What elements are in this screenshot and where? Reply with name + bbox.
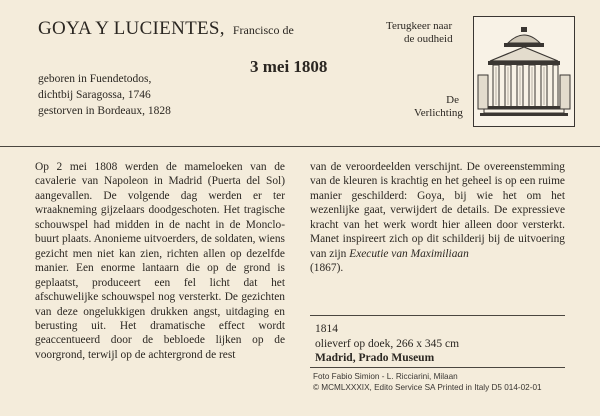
painting-title: 3 mei 1808	[250, 57, 328, 76]
header-divider	[0, 146, 600, 147]
painting-caption	[315, 322, 459, 366]
artist-name	[38, 18, 294, 40]
description-paragraph-1: Op 2 mei 1808 werden de mameloeken van de cavalerie van Napoleon in Madrid (Puerta del Sol) aangevallen. De volgende dag werden er ter wraakneming gijzelaars doodgeschoten. Het tragische schouwspel had midden in de nacht in de Monclo-buurt plaats. Anonieme uitvoerders, de soldaten, wiens gezicht men niet kan zien, richten allen op dezelfde manier. Een enorme lantaarn die op de grond is geplaatst, produceert een fel licht dat het afschuwelijke schouwspel nog versterkt. De gezichten van deze ongelukkigen drukken angst, uitdaging en berusting uit. Het dramatische effect wordt geaccentueerd door de bebloede lijken op de voorgrond, terwijl op de achtergrond de rest	[35, 161, 285, 361]
description-left-column	[35, 160, 285, 362]
photo-credits	[313, 372, 542, 393]
period-label-top	[386, 20, 453, 46]
description-right-column	[310, 160, 565, 276]
bio-line-region: dichtbij Saragossa, 1746	[38, 89, 151, 101]
referenced-work-year: (1867).	[310, 262, 344, 275]
referenced-work-title: Executie van Maximiliaan	[349, 247, 469, 260]
description-text: van de veroordeelden verschijnt. De overeenstemming van de kleuren is krachtig en het geheel is op een ruime manier geschilderd: Goya, bij wie het om het wezenlijke gaat, verwijdert de details. De expressieve kracht van het werk wordt hier alleen door versterkt. Manet inspireert zich op dit schilderij bij de uitvoering van zijn	[310, 161, 565, 260]
caption-divider-top	[310, 315, 565, 316]
credit-line-copyright: © MCMLXXXIX, Edito Service SA Printed in Italy D5 014-02-01	[313, 382, 542, 392]
period-top-line1: Terugkeer naar	[386, 20, 453, 32]
painting-medium: olieverf op doek, 266 x 345 cm	[315, 337, 460, 350]
period-bottom-line2: Verlichting	[414, 107, 463, 119]
painting-year: 1814	[315, 323, 338, 335]
artist-given-name: Francisco de	[232, 23, 294, 37]
bio-line-birthplace: geboren in Fuendetodos,	[38, 73, 152, 85]
period-label-bottom	[414, 94, 463, 120]
artist-surname: GOYA Y LUCIENTES,	[38, 18, 225, 39]
artist-biography	[38, 71, 171, 119]
bio-line-death: gestorven in Bordeaux, 1828	[38, 105, 171, 117]
neoclassical-temple-icon	[474, 17, 574, 126]
description-paragraph-2	[310, 160, 565, 276]
credit-line-photo: Foto Fabio Simion - L. Ricciarini, Milaan	[313, 372, 458, 381]
caption-divider-bottom	[310, 367, 565, 368]
period-bottom-line1: De	[446, 94, 459, 106]
painting-location: Madrid, Prado Museum	[315, 352, 435, 364]
period-top-line2: de oudheid	[404, 33, 453, 45]
period-illustration	[473, 16, 575, 127]
